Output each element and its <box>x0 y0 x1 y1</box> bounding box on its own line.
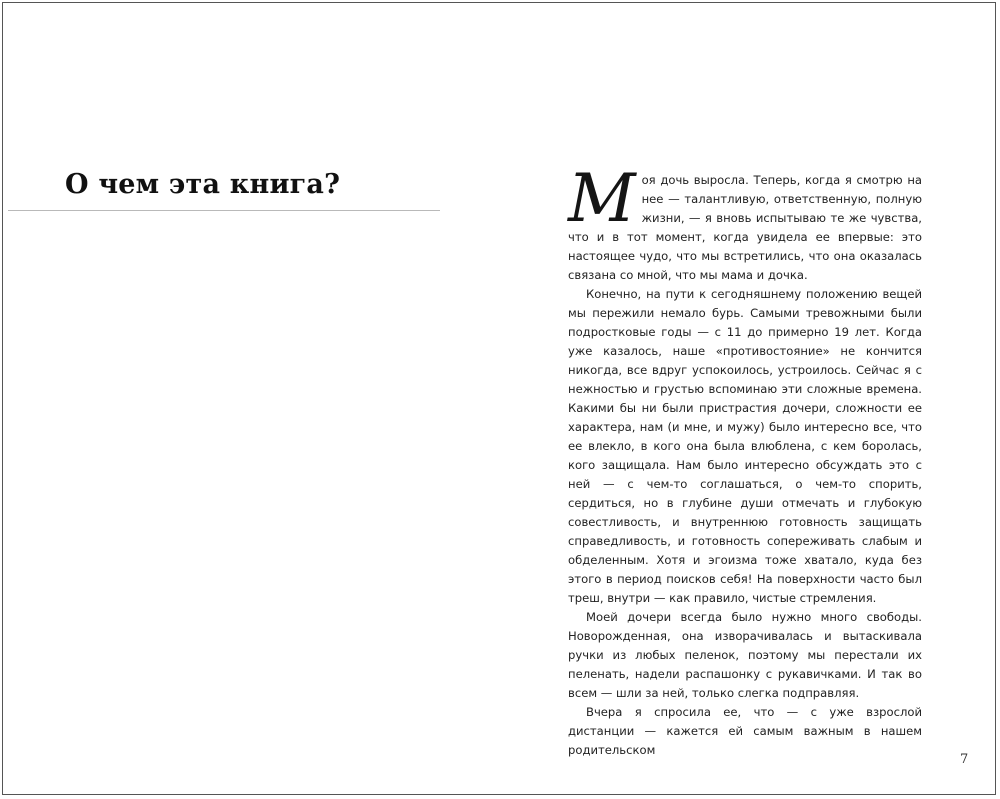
right-page-body <box>568 160 922 760</box>
paragraph-4: Вчера я спросила ее, что — с уже взрослой дистанции — кажется ей самым важным в нашем родительском <box>568 705 922 757</box>
paragraph-3: Моей дочери всегда было нужно много свободы. Новорожденная, она изворачивалась и вытаскивала ручки из любых пеленок, поэтому мы перестали их пеленать, надели распашонку с рукавичками. И так во всем — шли за ней, только слегка подправляя. <box>568 610 922 700</box>
drop-cap: М <box>568 160 636 237</box>
title-underline <box>8 210 440 211</box>
paragraph-1 <box>568 160 922 285</box>
page-number: 7 <box>960 752 969 767</box>
book-spread <box>2 2 996 795</box>
paragraph-1-text: оя дочь выросла. Теперь, когда я смотрю на нее — талантливую, ответственную, полную жизни, — я вновь испытываю те же чувства, что и в тот момент, когда увидела ее впервые: это настоящее чудо, что мы встретились, что она оказалась связана со мной, что мы мама и дочка. <box>568 173 922 282</box>
paragraph-2: Конечно, на пути к сегодняшнему положению вещей мы пережили немало бурь. Самыми тревожными были подростковые годы — с 11 до примерно 19 лет. Когда уже казалось, наше «противостояние» не кончится никогда, все вдруг успокоилось, устроилось. Сейчас я с нежностью и грустью вспоминаю эти сложные времена. Какими бы ни были пристрастия дочери, сложности ее характера, нам (и мне, и мужу) было интересно все, что ее влекло, в кого она была влюблена, с кем боролась, кого защищала. Нам было интересно обсуждать это с ней — с чем-то соглашаться, о чем-то спорить, сердиться, но в глубине души отмечать и глубокую совестливость, и внутреннюю готовность защищать справедливость, и готовность сопереживать слабым и обделенным. Хотя и эгоизма тоже хватало, куда без этого в период поисков себя! На поверхности часто был треш, внутри — как правило, чистые стремления. <box>568 287 922 605</box>
chapter-title: О чем эта книга? <box>65 169 341 200</box>
